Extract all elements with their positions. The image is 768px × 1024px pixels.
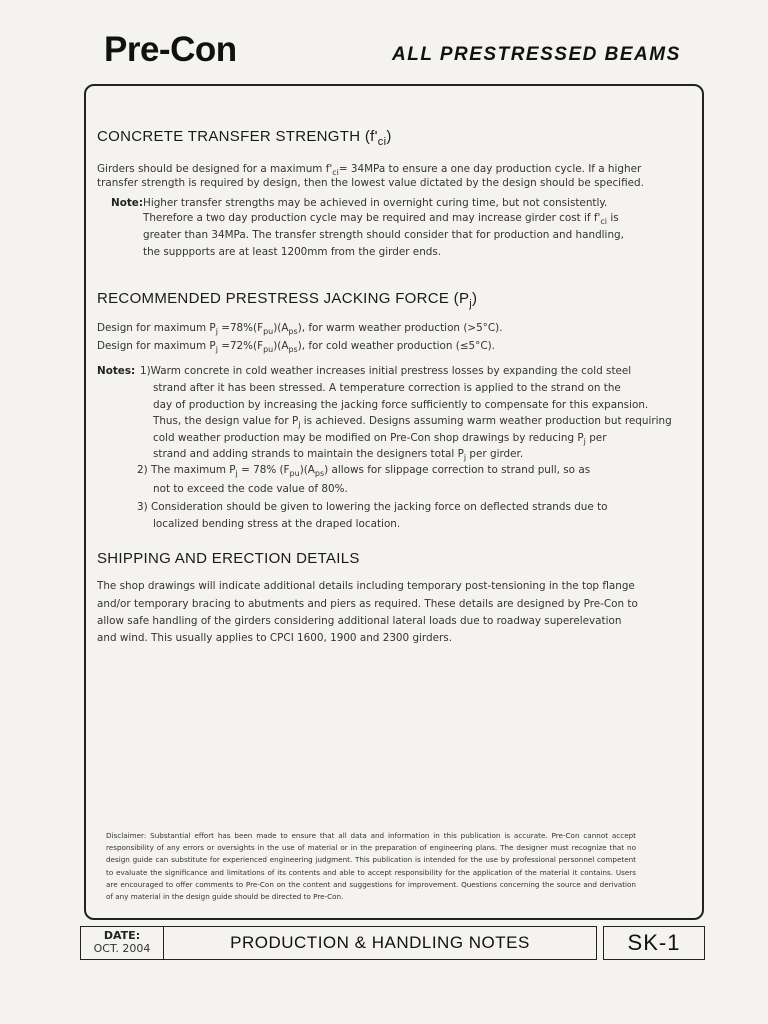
section-heading-jacking: RECOMMENDED PRESTRESS JACKING FORCE $(P_j)$ (97, 290, 478, 310)
notes-label: Notes: (97, 365, 136, 377)
shipping-paragraph-line: and/or temporary bracing to abutments and piers as required. These details are designed by Pre-Con to (97, 598, 638, 610)
note-1-line: strand after it has been stressed. A temperature correction is applied to the strand on the (153, 382, 621, 394)
sheet-number-cell (603, 926, 705, 960)
brand-logo: Pre-Con (104, 30, 237, 69)
sheet-title-cell (163, 926, 597, 960)
sheet-number: SK-1 (627, 930, 681, 955)
transfer-note-line: Therefore a two day production cycle may be required and may increase girder cost if $f'_{ci}$ is (143, 212, 619, 227)
transfer-paragraph-line: Girders should be designed for a maximum $f'_{ci}= 34MPa$ to ensure a one day production cycle. If a higher (97, 163, 642, 178)
document-title: ALL PRESTRESSED BEAMS (392, 44, 681, 65)
note-3-line: 3) Consideration should be given to lowering the jacking force on deflected strands due to (137, 501, 608, 513)
note-1-line: day of production by increasing the jacking force sufficiently to compensate for this expansion. (153, 399, 649, 411)
date-label: DATE: (103, 929, 141, 942)
transfer-note-line: the suppports are at least 1200mm from the girder ends. (143, 246, 442, 258)
note-1-line: Thus, the design value for $P_j$ is achieved. Designs assuming warm weather production but requiring (153, 415, 672, 430)
transfer-note-line: greater than 34MPa. The transfer strength should consider that for production and handling, (143, 229, 624, 241)
note-1-line: strand and adding strands to maintain the designers total $P_j$ per girder. (153, 448, 524, 463)
sheet-title: PRODUCTION & HANDLING NOTES (230, 933, 530, 952)
date-value: OCT. 2004 (93, 942, 151, 955)
note-1-line: cold weather production may be modified on Pre-Con shop drawings by reducing $P_j$ per (153, 432, 607, 447)
note-1-line: 1)Warm concrete in cold weather increases initial prestress losses by expanding the cold steel (140, 365, 632, 377)
transfer-note-line: Note:Higher transfer strengths may be achieved in overnight curing time, but not consistently. (111, 197, 608, 209)
note-2-line: 2) The maximum $P_j = 78\%$ $(F_{pu})(A_{ps})$ allows for slippage correction to strand pull, so as (137, 464, 591, 479)
jacking-design-line: Design for maximum $P_j =72\%(F_{pu})(A_{ps})$, for cold weather production (≤5°C). (97, 340, 495, 355)
disclaimer-text: Disclaimer: Substantial effort has been made to ensure that all data and information in this publication is accurate. Pre-Con cannot accept responsibility of any errors or oversights in the use of material or in the preparation of engineering plans. The designer must recognize that no design guide can substitute for experienced engineering judgment. This publication is intended for the use by professional personnel competent to evaluate the significance and limitations of its contents and able to accept responsibility for the application of the material it contains. Users are encouraged to offer comments to Pre-Con on the content and suggestions for improvement. Questions concerning the source and derivation of any material in the design guide should be directed to Pre-Con. (106, 831, 636, 902)
jacking-design-line: Design for maximum $P_j =78\%(F_{pu})(A_{ps})$, for warm weather production (>5°C). (97, 322, 503, 337)
note-3-line: localized bending stress at the draped location. (153, 518, 401, 530)
shipping-paragraph-line: allow safe handling of the girders considering additional lateral loads due to roadway superelevation (97, 615, 622, 627)
note-2-line: not to exceed the code value of 80%. (153, 483, 348, 495)
section-heading-transfer: CONCRETE TRANSFER STRENGTH $(f'_{ci})$ (97, 128, 392, 148)
transfer-paragraph-line: transfer strength is required by design, then the lowest value dictated by the design should be specified. (97, 177, 644, 189)
section-heading-shipping: SHIPPING AND ERECTION DETAILS (97, 550, 360, 567)
shipping-paragraph-line: The shop drawings will indicate additional details including temporary post-tensioning in the top flange (97, 580, 635, 592)
date-cell (80, 926, 164, 960)
shipping-paragraph-line: and wind. This usually applies to CPCI 1600, 1900 and 2300 girders. (97, 632, 452, 644)
